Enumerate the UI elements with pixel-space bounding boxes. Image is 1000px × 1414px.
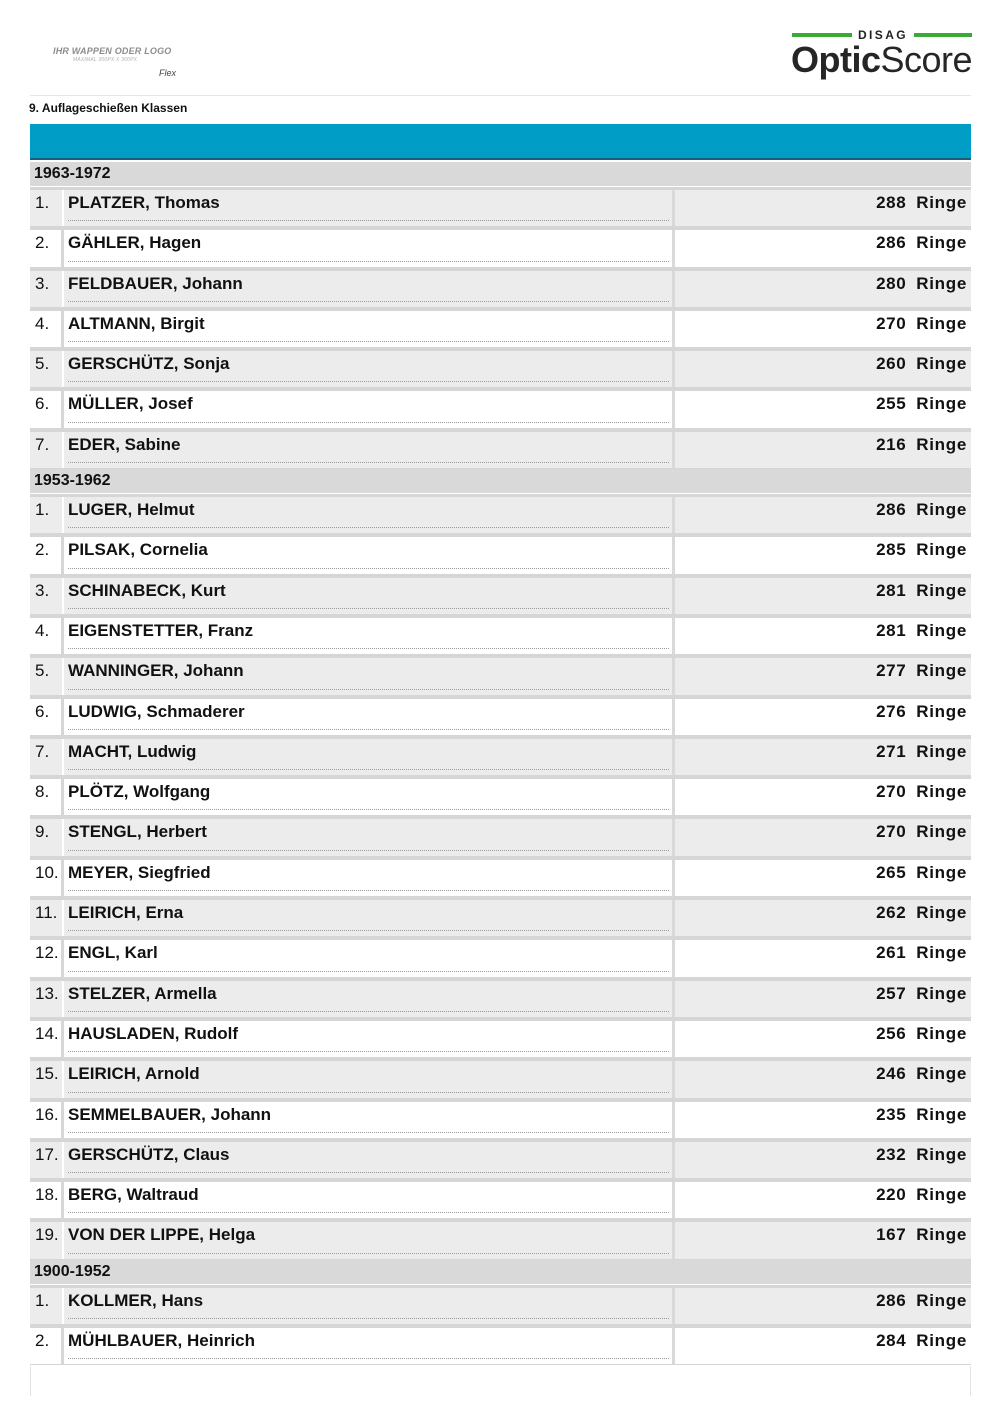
table-row [30, 494, 971, 534]
score-cell [677, 578, 971, 614]
score-cell [677, 311, 971, 347]
shooter-name-cell: SCHINABECK, Kurt [65, 578, 675, 614]
table-row [30, 1018, 971, 1058]
shooter-name-cell: BERG, Waltraud [65, 1182, 675, 1218]
opticscore-logo [790, 28, 974, 80]
score-unit: Ringe [916, 1225, 967, 1245]
score-unit: Ringe [916, 394, 967, 414]
score-value: 257 [876, 983, 907, 1003]
group-header: 1963-1972 [30, 162, 971, 187]
score-unit: Ringe [916, 741, 967, 761]
score-value: 284 [876, 1331, 907, 1351]
table-row [30, 897, 971, 937]
shooter-name-cell: EIGENSTETTER, Franz [65, 618, 675, 654]
score-unit: Ringe [916, 903, 967, 923]
score-unit: Ringe [916, 822, 967, 842]
score-value: 276 [876, 701, 907, 721]
score-unit: Ringe [916, 1023, 967, 1043]
table-row [30, 1099, 971, 1139]
table-row [30, 227, 971, 267]
score-value: 232 [876, 1144, 907, 1164]
brand-bar-left [792, 33, 852, 37]
rank-cell: 7. [30, 432, 64, 468]
score-value: 265 [876, 862, 907, 882]
score-value: 235 [876, 1104, 907, 1124]
score-value: 271 [876, 741, 907, 761]
rank-cell: 19. [30, 1222, 64, 1258]
rank-cell: 13. [30, 981, 64, 1017]
shooter-name-cell: LUGER, Helmut [65, 497, 675, 533]
score-value: 256 [876, 1023, 907, 1043]
rank-cell: 12. [30, 940, 64, 976]
table-row [30, 615, 971, 655]
table-row [30, 1139, 971, 1179]
shooter-name-cell: FELDBAUER, Johann [65, 271, 675, 307]
score-value: 255 [876, 394, 907, 414]
table-row [30, 575, 971, 615]
score-value: 167 [876, 1225, 907, 1245]
score-cell [677, 1328, 971, 1364]
score-cell [677, 391, 971, 427]
score-value: 220 [876, 1185, 907, 1205]
rank-cell: 15. [30, 1061, 64, 1097]
score-unit: Ringe [916, 620, 967, 640]
rank-cell: 6. [30, 699, 64, 735]
score-value: 286 [876, 233, 907, 253]
score-cell [677, 658, 971, 694]
score-cell [677, 1222, 971, 1258]
score-cell [677, 432, 971, 468]
score-unit: Ringe [916, 434, 967, 454]
score-cell [677, 1061, 971, 1097]
score-unit: Ringe [916, 354, 967, 374]
shooter-name-cell: MÜLLER, Josef [65, 391, 675, 427]
shooter-name-cell: PILSAK, Cornelia [65, 537, 675, 573]
score-cell [677, 779, 971, 815]
score-cell [677, 1142, 971, 1178]
table-row [30, 268, 971, 308]
table-row [30, 388, 971, 428]
logo-placeholder-subtitle: MAXIMAL 300PX X 300PX [73, 57, 138, 63]
score-value: 281 [876, 620, 907, 640]
shooter-name-cell: KOLLMER, Hans [65, 1288, 675, 1324]
shooter-name-cell: PLÖTZ, Wolfgang [65, 779, 675, 815]
rank-cell: 2. [30, 1328, 64, 1364]
score-value: 270 [876, 782, 907, 802]
club-logo-placeholder [30, 28, 180, 83]
score-cell [677, 981, 971, 1017]
rank-cell: 5. [30, 351, 64, 387]
score-unit: Ringe [916, 943, 967, 963]
brand-name-bold: Optic [791, 39, 881, 80]
score-unit: Ringe [916, 233, 967, 253]
brand-name [791, 40, 972, 80]
score-value: 286 [876, 1290, 907, 1310]
score-unit: Ringe [916, 701, 967, 721]
shooter-name-cell: HAUSLADEN, Rudolf [65, 1021, 675, 1057]
score-cell [677, 230, 971, 266]
table-row [30, 308, 971, 348]
score-value: 288 [876, 193, 907, 212]
rank-cell: 10. [30, 860, 64, 896]
shooter-name-cell: PLATZER, Thomas [65, 190, 675, 226]
score-cell [677, 819, 971, 855]
shooter-name-cell: MACHT, Ludwig [65, 739, 675, 775]
table-bottom-edge [30, 1366, 971, 1396]
shooter-name-cell: GÄHLER, Hagen [65, 230, 675, 266]
rank-cell: 4. [30, 311, 64, 347]
score-unit: Ringe [916, 1064, 967, 1084]
rank-cell: 5. [30, 658, 64, 694]
score-cell [677, 618, 971, 654]
rank-cell: 1. [30, 1288, 64, 1324]
brand-top-label: DISAG [857, 28, 908, 42]
table-row [30, 937, 971, 977]
score-unit: Ringe [916, 1104, 967, 1124]
rank-cell: 17. [30, 1142, 64, 1178]
score-value: 277 [876, 661, 907, 681]
score-value: 270 [876, 822, 907, 842]
score-cell [677, 537, 971, 573]
rank-cell: 7. [30, 739, 64, 775]
header-divider [30, 95, 971, 96]
score-unit: Ringe [916, 661, 967, 681]
score-cell [677, 497, 971, 533]
score-unit: Ringe [916, 540, 967, 560]
rank-cell: 9. [30, 819, 64, 855]
shooter-name-cell: MÜHLBAUER, Heinrich [65, 1328, 675, 1364]
score-value: 286 [876, 500, 907, 520]
score-cell [677, 739, 971, 775]
score-cell [677, 860, 971, 896]
table-row [30, 655, 971, 695]
shooter-name-cell: LEIRICH, Arnold [65, 1061, 675, 1097]
group-header: 1953-1962 [30, 469, 971, 494]
rank-cell: 8. [30, 779, 64, 815]
score-cell [677, 351, 971, 387]
score-cell [677, 190, 971, 226]
score-value: 261 [876, 943, 907, 963]
shooter-name-cell: SEMMELBAUER, Johann [65, 1102, 675, 1138]
score-cell [677, 1182, 971, 1218]
score-unit: Ringe [916, 580, 967, 600]
rank-cell: 2. [30, 537, 64, 573]
score-cell [677, 940, 971, 976]
table-row [30, 1179, 971, 1219]
score-value: 262 [876, 903, 907, 923]
score-unit: Ringe [916, 313, 967, 333]
shooter-name-cell: WANNINGER, Johann [65, 658, 675, 694]
score-unit: Ringe [916, 273, 967, 293]
score-cell [677, 1021, 971, 1057]
shooter-name-cell: ALTMANN, Birgit [65, 311, 675, 347]
brand-bar-right [914, 33, 972, 37]
table-row [30, 534, 971, 574]
table-row [30, 187, 971, 227]
rank-cell: 4. [30, 618, 64, 654]
rank-cell: 6. [30, 391, 64, 427]
table-row [30, 857, 971, 897]
rank-cell: 1. [30, 190, 64, 226]
table-header-band [30, 124, 971, 160]
report-title: 9. Auflageschießen Klassen [29, 101, 188, 115]
rank-cell: 14. [30, 1021, 64, 1057]
score-value: 246 [876, 1064, 907, 1084]
rank-cell: 16. [30, 1102, 64, 1138]
score-unit: Ringe [916, 1290, 967, 1310]
rank-cell: 11. [30, 900, 64, 936]
shooter-name-cell: GERSCHÜTZ, Claus [65, 1142, 675, 1178]
table-row [30, 1219, 971, 1259]
score-unit: Ringe [916, 1331, 967, 1351]
table-row [30, 776, 971, 816]
table-row [30, 429, 971, 469]
logo-placeholder-title: IHR WAPPEN ODER LOGO [53, 46, 172, 56]
score-cell [677, 271, 971, 307]
score-unit: Ringe [916, 500, 967, 520]
score-unit: Ringe [916, 782, 967, 802]
table-row [30, 1325, 971, 1365]
shooter-name-cell: STENGL, Herbert [65, 819, 675, 855]
results-table [30, 162, 971, 1365]
score-cell [677, 1288, 971, 1324]
score-value: 285 [876, 540, 907, 560]
table-row [30, 1285, 971, 1325]
rank-cell: 3. [30, 578, 64, 614]
logo-placeholder-flex: Flex [159, 68, 177, 78]
score-value: 281 [876, 580, 907, 600]
table-row [30, 816, 971, 856]
score-value: 280 [876, 273, 907, 293]
shooter-name-cell: LUDWIG, Schmaderer [65, 699, 675, 735]
shooter-name-cell: MEYER, Siegfried [65, 860, 675, 896]
score-cell [677, 699, 971, 735]
table-row [30, 696, 971, 736]
score-unit: Ringe [916, 1185, 967, 1205]
brand-name-light: Score [880, 39, 973, 80]
rank-cell: 18. [30, 1182, 64, 1218]
score-unit: Ringe [916, 862, 967, 882]
shooter-name-cell: STELZER, Armella [65, 981, 675, 1017]
rank-cell: 2. [30, 230, 64, 266]
shooter-name-cell: VON DER LIPPE, Helga [65, 1222, 675, 1258]
group-header: 1900-1952 [30, 1260, 971, 1285]
score-cell [677, 1102, 971, 1138]
rank-cell: 1. [30, 497, 64, 533]
score-unit: Ringe [916, 1144, 967, 1164]
table-row [30, 978, 971, 1018]
shooter-name-cell: LEIRICH, Erna [65, 900, 675, 936]
shooter-name-cell: ENGL, Karl [65, 940, 675, 976]
table-row [30, 1058, 971, 1098]
shooter-name-cell: GERSCHÜTZ, Sonja [65, 351, 675, 387]
score-unit: Ringe [916, 193, 967, 212]
score-unit: Ringe [916, 983, 967, 1003]
table-row [30, 348, 971, 388]
score-cell [677, 900, 971, 936]
score-value: 270 [876, 313, 907, 333]
score-value: 216 [876, 434, 907, 454]
shooter-name-cell: EDER, Sabine [65, 432, 675, 468]
rank-cell: 3. [30, 271, 64, 307]
score-value: 260 [876, 354, 907, 374]
table-row [30, 736, 971, 776]
